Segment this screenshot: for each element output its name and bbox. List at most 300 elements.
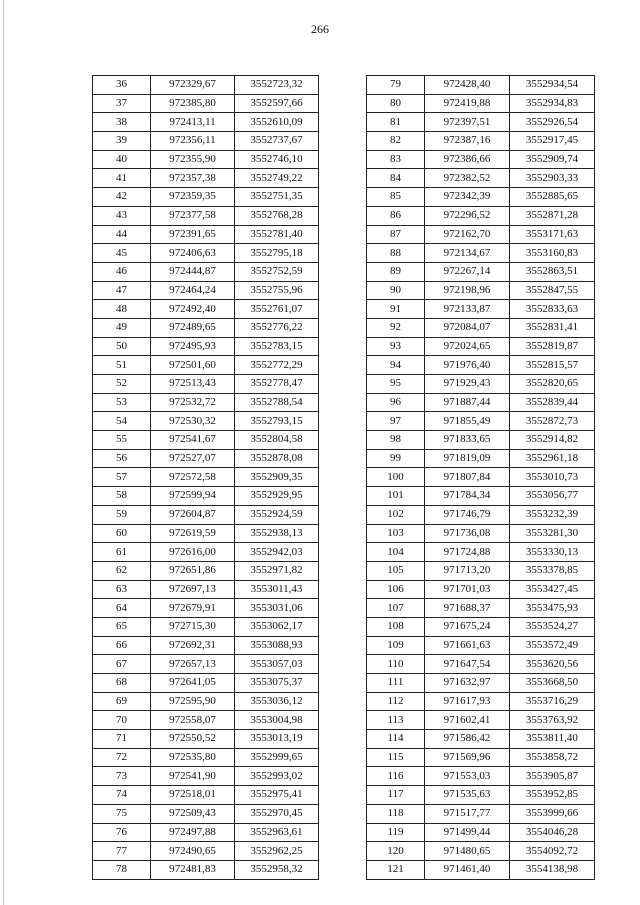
y-coordinate-cell: 3554046,28: [510, 823, 595, 842]
table-row: [367, 375, 595, 394]
x-coordinate-cell: 972697,13: [151, 580, 235, 599]
x-coordinate-cell: 971461,40: [425, 860, 510, 879]
table-row: [93, 786, 319, 805]
y-coordinate-cell: 3553075,37: [235, 674, 319, 693]
point-number-cell: 77: [93, 842, 151, 861]
y-coordinate-cell: 3552819,87: [510, 337, 595, 356]
point-number-cell: 118: [367, 804, 425, 823]
y-coordinate-cell: 3554092,72: [510, 842, 595, 861]
table-row: [93, 412, 319, 431]
y-coordinate-cell: 3552723,32: [235, 76, 319, 95]
point-number-cell: 113: [367, 711, 425, 730]
x-coordinate-cell: 972509,43: [151, 804, 235, 823]
table-row: [93, 487, 319, 506]
point-number-cell: 110: [367, 655, 425, 674]
table-row: [367, 113, 595, 132]
y-coordinate-cell: 3553056,77: [510, 487, 595, 506]
x-coordinate-cell: 972518,01: [151, 786, 235, 805]
x-coordinate-cell: 971602,41: [425, 711, 510, 730]
x-coordinate-cell: 972541,67: [151, 431, 235, 450]
table-row: [367, 767, 595, 786]
y-coordinate-cell: 3552772,29: [235, 356, 319, 375]
y-coordinate-cell: 3553475,93: [510, 599, 595, 618]
y-coordinate-cell: 3552761,07: [235, 300, 319, 319]
point-number-cell: 78: [93, 860, 151, 879]
x-coordinate-cell: 972377,58: [151, 206, 235, 225]
table-row: [367, 76, 595, 95]
point-number-cell: 50: [93, 337, 151, 356]
y-coordinate-cell: 3552820,65: [510, 375, 595, 394]
y-coordinate-cell: 3552909,74: [510, 150, 595, 169]
x-coordinate-cell: 972595,90: [151, 692, 235, 711]
table-row: [93, 262, 319, 281]
point-number-cell: 112: [367, 692, 425, 711]
table-row: [93, 132, 319, 151]
x-coordinate-cell: 971833,65: [425, 431, 510, 450]
point-number-cell: 101: [367, 487, 425, 506]
x-coordinate-cell: 971855,49: [425, 412, 510, 431]
y-coordinate-cell: 3552872,73: [510, 412, 595, 431]
table-row: [367, 561, 595, 580]
y-coordinate-cell: 3552610,09: [235, 113, 319, 132]
table-row: [367, 281, 595, 300]
y-coordinate-cell: 3552961,18: [510, 449, 595, 468]
y-coordinate-cell: 3552839,44: [510, 393, 595, 412]
point-number-cell: 55: [93, 431, 151, 450]
table-row: [93, 393, 319, 412]
point-number-cell: 41: [93, 169, 151, 188]
table-row: [93, 842, 319, 861]
y-coordinate-cell: 3553232,39: [510, 505, 595, 524]
table-row: [367, 449, 595, 468]
y-coordinate-cell: 3553010,73: [510, 468, 595, 487]
x-coordinate-cell: 971661,63: [425, 636, 510, 655]
x-coordinate-cell: 972397,51: [425, 113, 510, 132]
x-coordinate-cell: 972444,87: [151, 262, 235, 281]
point-number-cell: 121: [367, 860, 425, 879]
point-number-cell: 52: [93, 375, 151, 394]
x-coordinate-cell: 972599,94: [151, 487, 235, 506]
x-coordinate-cell: 971807,84: [425, 468, 510, 487]
point-number-cell: 71: [93, 730, 151, 749]
x-coordinate-cell: 972489,65: [151, 318, 235, 337]
table-row: [367, 318, 595, 337]
x-coordinate-cell: 972481,83: [151, 860, 235, 879]
table-row: [93, 860, 319, 879]
table-row: [93, 730, 319, 749]
point-number-cell: 65: [93, 617, 151, 636]
y-coordinate-cell: 3553811,40: [510, 730, 595, 749]
point-number-cell: 119: [367, 823, 425, 842]
page-number: 266: [311, 22, 329, 36]
table-row: [367, 692, 595, 711]
table-row: [367, 356, 595, 375]
point-number-cell: 54: [93, 412, 151, 431]
point-number-cell: 72: [93, 748, 151, 767]
y-coordinate-cell: 3552597,66: [235, 94, 319, 113]
table-row: [367, 617, 595, 636]
x-coordinate-cell: 971688,37: [425, 599, 510, 618]
x-coordinate-cell: 972532,72: [151, 393, 235, 412]
table-row: [367, 431, 595, 450]
table-row: [93, 804, 319, 823]
y-coordinate-cell: 3552885,65: [510, 188, 595, 207]
y-coordinate-cell: 3552793,15: [235, 412, 319, 431]
table-row: [93, 468, 319, 487]
x-coordinate-cell: 971617,93: [425, 692, 510, 711]
point-number-cell: 98: [367, 431, 425, 450]
table-row: [93, 113, 319, 132]
x-coordinate-cell: 972604,87: [151, 505, 235, 524]
x-coordinate-cell: 971976,40: [425, 356, 510, 375]
x-coordinate-cell: 972329,67: [151, 76, 235, 95]
y-coordinate-cell: 3552768,28: [235, 206, 319, 225]
point-number-cell: 114: [367, 730, 425, 749]
x-coordinate-cell: 972513,43: [151, 375, 235, 394]
x-coordinate-cell: 972492,40: [151, 300, 235, 319]
y-coordinate-cell: 3552924,59: [235, 505, 319, 524]
x-coordinate-cell: 971701,03: [425, 580, 510, 599]
coordinates-table-right: [366, 75, 595, 880]
coordinates-table-left: [92, 75, 319, 880]
y-coordinate-cell: 3552795,18: [235, 244, 319, 263]
point-number-cell: 103: [367, 524, 425, 543]
x-coordinate-cell: 972342,39: [425, 188, 510, 207]
x-coordinate-cell: 972133,87: [425, 300, 510, 319]
table-row: [93, 94, 319, 113]
y-coordinate-cell: 3552778,47: [235, 375, 319, 394]
y-coordinate-cell: 3552914,82: [510, 431, 595, 450]
point-number-cell: 102: [367, 505, 425, 524]
x-coordinate-cell: 972357,38: [151, 169, 235, 188]
table-row: [367, 786, 595, 805]
point-number-cell: 90: [367, 281, 425, 300]
x-coordinate-cell: 971647,54: [425, 655, 510, 674]
y-coordinate-cell: 3552903,33: [510, 169, 595, 188]
point-number-cell: 53: [93, 393, 151, 412]
x-coordinate-cell: 972387,16: [425, 132, 510, 151]
point-number-cell: 73: [93, 767, 151, 786]
table-row: [93, 524, 319, 543]
y-coordinate-cell: 3552752,59: [235, 262, 319, 281]
point-number-cell: 47: [93, 281, 151, 300]
table-row: [93, 580, 319, 599]
y-coordinate-cell: 3553763,92: [510, 711, 595, 730]
y-coordinate-cell: 3554138,98: [510, 860, 595, 879]
x-coordinate-cell: 972391,65: [151, 225, 235, 244]
x-coordinate-cell: 972657,13: [151, 655, 235, 674]
x-coordinate-cell: 972572,58: [151, 468, 235, 487]
x-coordinate-cell: 972419,88: [425, 94, 510, 113]
y-coordinate-cell: 3552751,35: [235, 188, 319, 207]
point-number-cell: 104: [367, 543, 425, 562]
table-row: [93, 692, 319, 711]
point-number-cell: 83: [367, 150, 425, 169]
table-row: [367, 543, 595, 562]
table-row: [93, 655, 319, 674]
table-row: [367, 674, 595, 693]
table-row: [93, 188, 319, 207]
table-row: [93, 767, 319, 786]
y-coordinate-cell: 3552788,54: [235, 393, 319, 412]
table-row: [93, 431, 319, 450]
y-coordinate-cell: 3552934,54: [510, 76, 595, 95]
point-number-cell: 45: [93, 244, 151, 263]
table-body-right: [367, 76, 595, 880]
table-row: [367, 150, 595, 169]
y-coordinate-cell: 3552783,15: [235, 337, 319, 356]
table-row: [367, 636, 595, 655]
x-coordinate-cell: 971480,65: [425, 842, 510, 861]
x-coordinate-cell: 971499,44: [425, 823, 510, 842]
point-number-cell: 56: [93, 449, 151, 468]
y-coordinate-cell: 3552975,41: [235, 786, 319, 805]
y-coordinate-cell: 3552863,51: [510, 262, 595, 281]
x-coordinate-cell: 971724,88: [425, 543, 510, 562]
point-number-cell: 86: [367, 206, 425, 225]
x-coordinate-cell: 972386,66: [425, 150, 510, 169]
table-row: [93, 206, 319, 225]
x-coordinate-cell: 972679,91: [151, 599, 235, 618]
x-coordinate-cell: 972464,24: [151, 281, 235, 300]
table-row: [367, 580, 595, 599]
point-number-cell: 44: [93, 225, 151, 244]
table-row: [367, 169, 595, 188]
table-row: [93, 711, 319, 730]
y-coordinate-cell: 3552737,67: [235, 132, 319, 151]
y-coordinate-cell: 3552929,95: [235, 487, 319, 506]
point-number-cell: 67: [93, 655, 151, 674]
x-coordinate-cell: 972084,07: [425, 318, 510, 337]
y-coordinate-cell: 3552958,32: [235, 860, 319, 879]
table-row: [93, 318, 319, 337]
y-coordinate-cell: 3553160,83: [510, 244, 595, 263]
point-number-cell: 38: [93, 113, 151, 132]
x-coordinate-cell: 971746,79: [425, 505, 510, 524]
point-number-cell: 74: [93, 786, 151, 805]
x-coordinate-cell: 972550,52: [151, 730, 235, 749]
y-coordinate-cell: 3553524,27: [510, 617, 595, 636]
table-row: [93, 748, 319, 767]
page-edge-line: [3, 0, 4, 905]
table-row: [367, 206, 595, 225]
y-coordinate-cell: 3552831,41: [510, 318, 595, 337]
point-number-cell: 76: [93, 823, 151, 842]
point-number-cell: 62: [93, 561, 151, 580]
table-row: [367, 505, 595, 524]
y-coordinate-cell: 3552878,08: [235, 449, 319, 468]
table-row: [367, 804, 595, 823]
x-coordinate-cell: 971586,42: [425, 730, 510, 749]
x-coordinate-cell: 972619,59: [151, 524, 235, 543]
point-number-cell: 120: [367, 842, 425, 861]
table-row: [367, 244, 595, 263]
x-coordinate-cell: 972541,90: [151, 767, 235, 786]
point-number-cell: 70: [93, 711, 151, 730]
point-number-cell: 64: [93, 599, 151, 618]
x-coordinate-cell: 972428,40: [425, 76, 510, 95]
point-number-cell: 116: [367, 767, 425, 786]
table-row: [93, 823, 319, 842]
y-coordinate-cell: 3553668,50: [510, 674, 595, 693]
point-number-cell: 94: [367, 356, 425, 375]
x-coordinate-cell: 971569,96: [425, 748, 510, 767]
point-number-cell: 82: [367, 132, 425, 151]
y-coordinate-cell: 3552871,28: [510, 206, 595, 225]
y-coordinate-cell: 3552938,13: [235, 524, 319, 543]
y-coordinate-cell: 3553858,72: [510, 748, 595, 767]
point-number-cell: 89: [367, 262, 425, 281]
table-row: [93, 150, 319, 169]
y-coordinate-cell: 3552847,55: [510, 281, 595, 300]
point-number-cell: 107: [367, 599, 425, 618]
point-number-cell: 84: [367, 169, 425, 188]
table-row: [93, 543, 319, 562]
table-row: [367, 860, 595, 879]
x-coordinate-cell: 972385,80: [151, 94, 235, 113]
table-row: [367, 262, 595, 281]
table-row: [367, 487, 595, 506]
point-number-cell: 117: [367, 786, 425, 805]
table-row: [93, 449, 319, 468]
y-coordinate-cell: 3553905,87: [510, 767, 595, 786]
point-number-cell: 59: [93, 505, 151, 524]
point-number-cell: 39: [93, 132, 151, 151]
x-coordinate-cell: 971887,44: [425, 393, 510, 412]
x-coordinate-cell: 972198,96: [425, 281, 510, 300]
y-coordinate-cell: 3552999,65: [235, 748, 319, 767]
point-number-cell: 115: [367, 748, 425, 767]
x-coordinate-cell: 972490,65: [151, 842, 235, 861]
table-row: [93, 281, 319, 300]
y-coordinate-cell: 3553378,85: [510, 561, 595, 580]
point-number-cell: 95: [367, 375, 425, 394]
table-row: [367, 599, 595, 618]
point-number-cell: 92: [367, 318, 425, 337]
point-number-cell: 96: [367, 393, 425, 412]
point-number-cell: 93: [367, 337, 425, 356]
y-coordinate-cell: 3552804,58: [235, 431, 319, 450]
y-coordinate-cell: 3552962,25: [235, 842, 319, 861]
x-coordinate-cell: 972134,67: [425, 244, 510, 263]
x-coordinate-cell: 971675,24: [425, 617, 510, 636]
y-coordinate-cell: 3552781,40: [235, 225, 319, 244]
x-coordinate-cell: 972024,65: [425, 337, 510, 356]
x-coordinate-cell: 972501,60: [151, 356, 235, 375]
table-row: [367, 842, 595, 861]
x-coordinate-cell: 972535,80: [151, 748, 235, 767]
table-row: [367, 94, 595, 113]
table-row: [93, 356, 319, 375]
y-coordinate-cell: 3552942,03: [235, 543, 319, 562]
point-number-cell: 88: [367, 244, 425, 263]
x-coordinate-cell: 972530,32: [151, 412, 235, 431]
point-number-cell: 40: [93, 150, 151, 169]
x-coordinate-cell: 972382,52: [425, 169, 510, 188]
y-coordinate-cell: 3553330,13: [510, 543, 595, 562]
x-coordinate-cell: 971535,63: [425, 786, 510, 805]
point-number-cell: 66: [93, 636, 151, 655]
point-number-cell: 48: [93, 300, 151, 319]
y-coordinate-cell: 3552909,35: [235, 468, 319, 487]
y-coordinate-cell: 3552815,57: [510, 356, 595, 375]
y-coordinate-cell: 3553036,12: [235, 692, 319, 711]
point-number-cell: 60: [93, 524, 151, 543]
x-coordinate-cell: 971713,20: [425, 561, 510, 580]
table-row: [93, 561, 319, 580]
x-coordinate-cell: 972692,31: [151, 636, 235, 655]
point-number-cell: 69: [93, 692, 151, 711]
y-coordinate-cell: 3553057,03: [235, 655, 319, 674]
table-row: [93, 599, 319, 618]
point-number-cell: 43: [93, 206, 151, 225]
y-coordinate-cell: 3553088,93: [235, 636, 319, 655]
point-number-cell: 85: [367, 188, 425, 207]
table-row: [93, 617, 319, 636]
y-coordinate-cell: 3553281,30: [510, 524, 595, 543]
x-coordinate-cell: 971819,09: [425, 449, 510, 468]
table-row: [367, 730, 595, 749]
point-number-cell: 108: [367, 617, 425, 636]
x-coordinate-cell: 972355,90: [151, 150, 235, 169]
x-coordinate-cell: 972497,88: [151, 823, 235, 842]
y-coordinate-cell: 3553011,43: [235, 580, 319, 599]
y-coordinate-cell: 3553716,29: [510, 692, 595, 711]
x-coordinate-cell: 971736,08: [425, 524, 510, 543]
x-coordinate-cell: 972527,07: [151, 449, 235, 468]
point-number-cell: 111: [367, 674, 425, 693]
point-number-cell: 105: [367, 561, 425, 580]
table-row: [93, 76, 319, 95]
table-row: [367, 225, 595, 244]
point-number-cell: 81: [367, 113, 425, 132]
y-coordinate-cell: 3552993,02: [235, 767, 319, 786]
x-coordinate-cell: 972715,30: [151, 617, 235, 636]
x-coordinate-cell: 972641,05: [151, 674, 235, 693]
table-row: [367, 188, 595, 207]
x-coordinate-cell: 971632,97: [425, 674, 510, 693]
y-coordinate-cell: 3552776,22: [235, 318, 319, 337]
y-coordinate-cell: 3553171,63: [510, 225, 595, 244]
y-coordinate-cell: 3552917,45: [510, 132, 595, 151]
table-row: [367, 132, 595, 151]
table-row: [93, 337, 319, 356]
point-number-cell: 99: [367, 449, 425, 468]
y-coordinate-cell: 3553004,98: [235, 711, 319, 730]
y-coordinate-cell: 3552749,22: [235, 169, 319, 188]
point-number-cell: 97: [367, 412, 425, 431]
y-coordinate-cell: 3552833,63: [510, 300, 595, 319]
y-coordinate-cell: 3553572,49: [510, 636, 595, 655]
table-row: [367, 337, 595, 356]
y-coordinate-cell: 3552934,83: [510, 94, 595, 113]
y-coordinate-cell: 3552755,96: [235, 281, 319, 300]
table-row: [367, 393, 595, 412]
table-row: [367, 468, 595, 487]
table-row: [93, 225, 319, 244]
point-number-cell: 109: [367, 636, 425, 655]
table-row: [367, 412, 595, 431]
y-coordinate-cell: 3553620,56: [510, 655, 595, 674]
x-coordinate-cell: 972296,52: [425, 206, 510, 225]
y-coordinate-cell: 3552926,54: [510, 113, 595, 132]
point-number-cell: 49: [93, 318, 151, 337]
y-coordinate-cell: 3553013,19: [235, 730, 319, 749]
point-number-cell: 91: [367, 300, 425, 319]
y-coordinate-cell: 3552746,10: [235, 150, 319, 169]
point-number-cell: 106: [367, 580, 425, 599]
x-coordinate-cell: 972558,07: [151, 711, 235, 730]
